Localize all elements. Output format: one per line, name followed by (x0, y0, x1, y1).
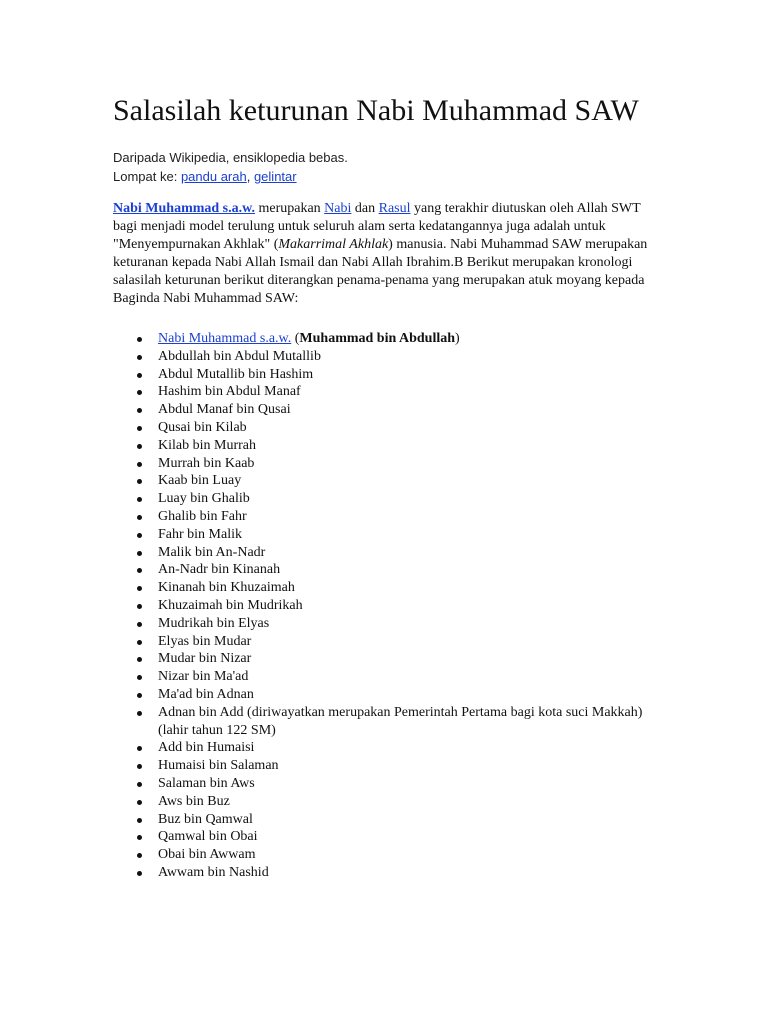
list-item: Malik bin An-Nadr (158, 544, 653, 562)
jump-line (113, 167, 653, 186)
article-meta (113, 148, 653, 186)
list-item: Kinanah bin Khuzaimah (158, 579, 653, 597)
list-item: Hashim bin Abdul Manaf (158, 383, 653, 401)
list-item: Abdul Manaf bin Qusai (158, 401, 653, 419)
list-item: Kilab bin Murrah (158, 437, 653, 455)
list-item: An-Nadr bin Kinanah (158, 561, 653, 579)
nabi-muhammad-link-text: Nabi Muhammad s.a.w. (113, 201, 255, 216)
list-item: Abdul Mutallib bin Hashim (158, 366, 653, 384)
intro-text-3: yang terakhir diutuskan oleh Allah SWT bagi menjadi model terulung untuk seluruh alam serta kedatangannya juga adalah untuk "Menyempurnakan Akhlak" ( (113, 201, 641, 252)
intro-text-2: dan (351, 201, 379, 216)
intro-text-4: ) manusia. Nabi Muhammad SAW merupakan keturanan kepada Nabi Allah Ismail dan Nabi Allah Ibrahim.B Berikut merupakan kronologi salasilah keturunan berikut diterangkan penama-penama yang merupakan atuk moyang kepada Baginda Nabi Muhammad SAW: (113, 237, 648, 306)
list-item: Luay bin Ghalib (158, 490, 653, 508)
list-item: Qamwal bin Obai (158, 828, 653, 846)
list-item: Aws bin Buz (158, 793, 653, 811)
lineage-list (113, 330, 653, 882)
intro-paragraph (113, 200, 653, 308)
list-item: Fahr bin Malik (158, 526, 653, 544)
first-item-close: ) (455, 331, 460, 346)
list-item: Nizar bin Ma'ad (158, 668, 653, 686)
navigation-link[interactable]: pandu arah (180, 169, 247, 184)
list-item (158, 330, 653, 348)
first-item-open: ( (291, 331, 300, 346)
list-item: Adnan bin Add (diriwayatkan merupakan Pemerintah Pertama bagi kota suci Makkah)(lahir tahun 122 SM) (158, 704, 653, 740)
list-item: Obai bin Awwam (158, 846, 653, 864)
jump-separator: , (246, 169, 254, 184)
list-item: Add bin Humaisi (158, 739, 653, 757)
list-item: Humaisi bin Salaman (158, 757, 653, 775)
first-item-link[interactable]: Nabi Muhammad s.a.w. (158, 331, 292, 346)
list-item: Buz bin Qamwal (158, 811, 653, 829)
jump-prefix: Lompat ke: (113, 169, 181, 184)
list-item: Elyas bin Mudar (158, 633, 653, 651)
list-item: Ghalib bin Fahr (158, 508, 653, 526)
list-item: Salaman bin Aws (158, 775, 653, 793)
list-item: Kaab bin Luay (158, 472, 653, 490)
list-item: Qusai bin Kilab (158, 419, 653, 437)
list-item: Awwam bin Nashid (158, 864, 653, 882)
intro-text-1: merupakan (254, 201, 325, 216)
list-item: Murrah bin Kaab (158, 455, 653, 473)
nabi-link[interactable]: Nabi (324, 201, 352, 216)
list-item: Abdullah bin Abdul Mutallib (158, 348, 653, 366)
page-title: Salasilah keturunan Nabi Muhammad SAW (113, 94, 639, 127)
list-item: Mudar bin Nizar (158, 650, 653, 668)
list-item: Khuzaimah bin Mudrikah (158, 597, 653, 615)
search-link[interactable]: gelintar (253, 169, 297, 184)
article (113, 92, 653, 882)
list-item: Ma'ad bin Adnan (158, 686, 653, 704)
list-item: Mudrikah bin Elyas (158, 615, 653, 633)
nabi-muhammad-link[interactable] (113, 201, 255, 216)
intro-italic: Makarrimal Akhlak (278, 237, 389, 252)
rasul-link[interactable]: Rasul (378, 201, 411, 216)
first-item-bold: Muhammad bin Abdullah (299, 331, 456, 346)
source-line: Daripada Wikipedia, ensiklopedia bebas. (113, 150, 348, 165)
